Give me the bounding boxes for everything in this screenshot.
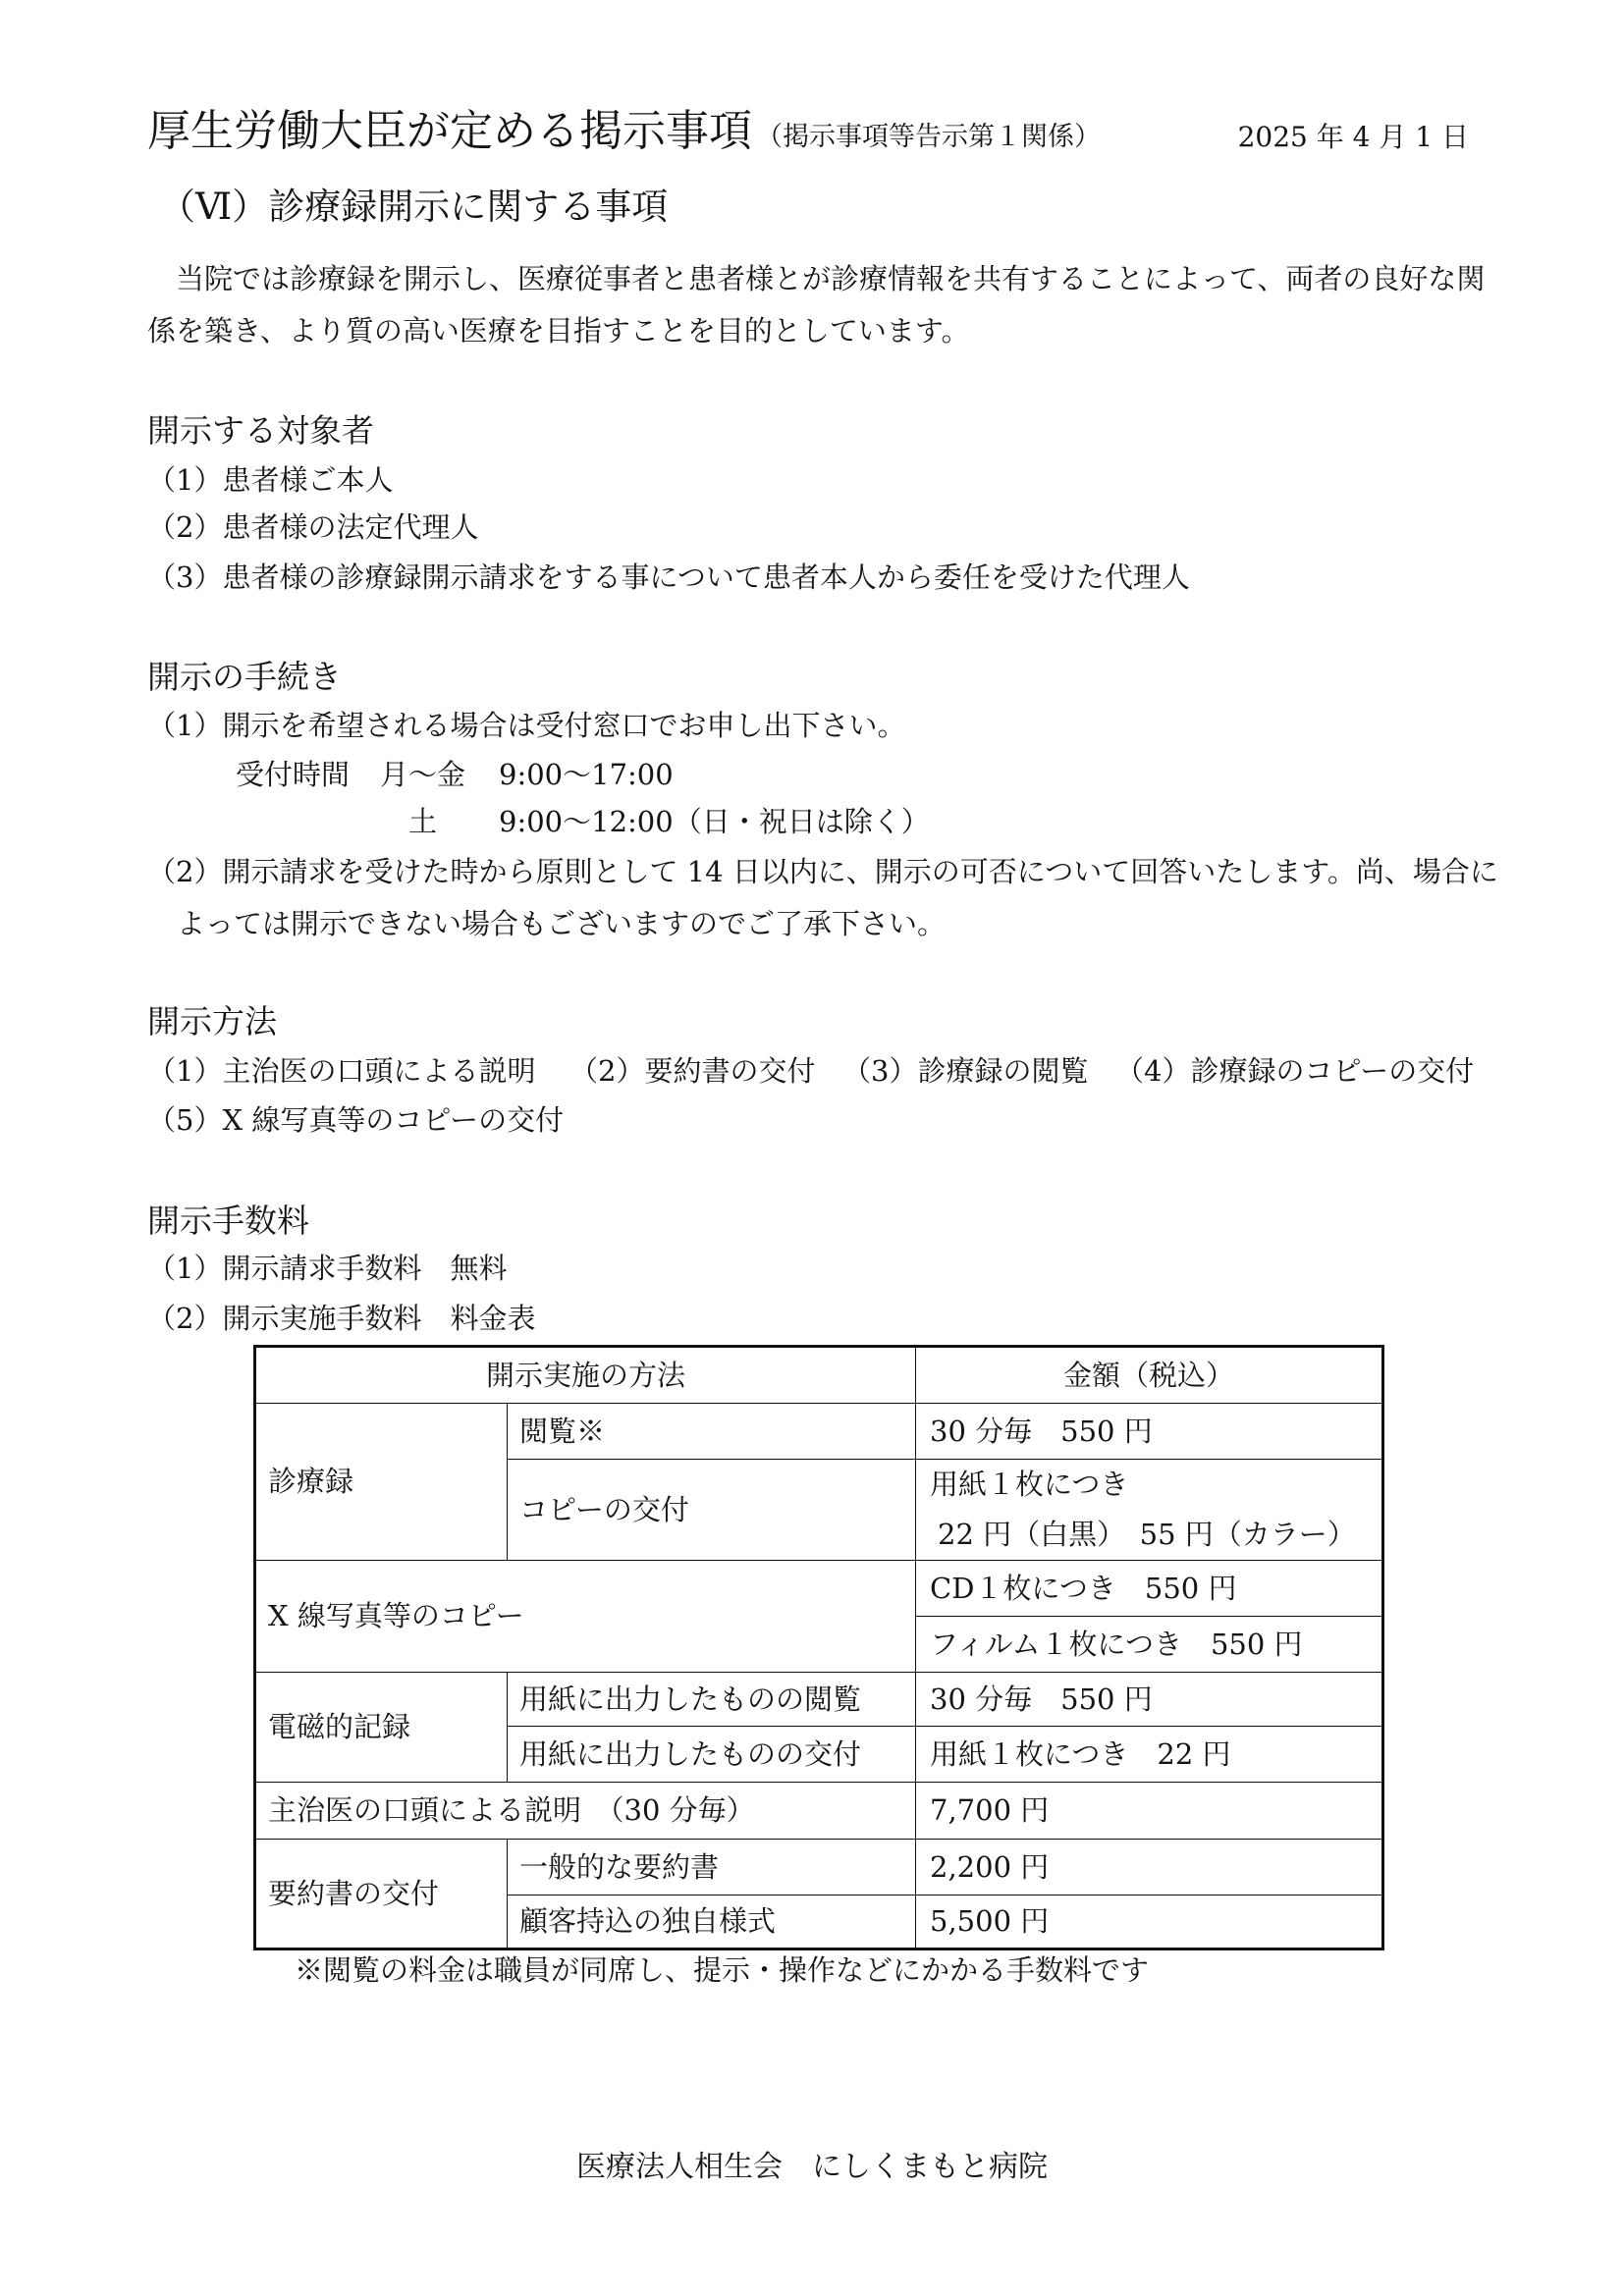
reception-time-weekday: 9:00～17:00	[499, 758, 674, 791]
reception-days-weekday: 月～金	[380, 758, 466, 791]
method-item-3: （3）診療録の閲覧	[842, 1054, 1089, 1088]
section-title: （Ⅵ）診療録開示に関する事項	[159, 186, 669, 228]
fee-item-2: （2）開示実施手数料 料金表	[147, 1302, 536, 1335]
table-row	[255, 1840, 1383, 1896]
procedure-step-2-line-2: よっては開示できない場合もございますのでご了承下さい。	[177, 907, 947, 940]
row-label-medical-record: 診療録	[255, 1404, 508, 1561]
table-row	[255, 1404, 1383, 1460]
reception-days-saturday: 土	[408, 805, 438, 838]
row-label-electronic-record: 電磁的記録	[255, 1673, 508, 1783]
price-medical-record-viewing: 30 分毎 550 円	[916, 1404, 1383, 1460]
procedure-heading: 開示の手続き	[147, 658, 342, 696]
target-item-2: （2）患者様の法定代理人	[147, 510, 479, 544]
document-subtitle: （掲示事項等告示第１関係）	[756, 122, 1101, 152]
price-xray-cd: CD１枚につき 550 円	[916, 1561, 1383, 1617]
fee-table-header-method: 開示実施の方法	[255, 1347, 916, 1404]
document-title: 厚生労働大臣が定める掲示事項	[147, 106, 752, 156]
table-row	[255, 1673, 1383, 1727]
intro-line-1: 当院では診療録を開示し、医療従事者と患者様とが診療情報を共有することによって、両者の良好な関	[176, 262, 1486, 295]
intro-line-2: 係を築き、より質の高い医療を目指すことを目的としています。	[147, 314, 970, 347]
methods-heading: 開示方法	[147, 1002, 277, 1041]
item-electronic-issue: 用紙に出力したものの交付	[508, 1727, 916, 1783]
procedure-step-1: （1）開示を希望される場合は受付窓口でお申し出下さい。	[147, 709, 906, 742]
method-item-5: （5）X 線写真等のコピーの交付	[147, 1103, 565, 1137]
row-label-doctor-explanation: 主治医の口頭による説明 （30 分毎）	[255, 1783, 916, 1840]
fee-table-header-price: 金額（税込）	[916, 1347, 1383, 1404]
fee-table-note: ※閲覧の料金は職員が同席し、提示・操作などにかかる手数料です	[295, 1953, 1150, 1987]
target-item-1: （1）患者様ご本人	[147, 463, 394, 497]
method-item-1: （1）主治医の口頭による説明	[147, 1054, 536, 1088]
reception-hours-label: 受付時間	[236, 758, 351, 791]
fee-table-header-row	[255, 1347, 1383, 1404]
price-medical-record-copy	[916, 1460, 1383, 1561]
price-summary-custom: 5,500 円	[916, 1896, 1383, 1949]
targets-heading: 開示する対象者	[147, 411, 374, 450]
item-summary-custom: 顧客持込の独自様式	[508, 1896, 916, 1949]
table-row	[255, 1561, 1383, 1617]
item-summary-general: 一般的な要約書	[508, 1840, 916, 1896]
price-medical-record-copy-line-1: 用紙１枚につき	[930, 1468, 1129, 1502]
reception-time-saturday: 9:00～12:00（日・祝日は除く）	[499, 805, 930, 838]
row-label-summary: 要約書の交付	[255, 1840, 508, 1949]
price-doctor-explanation: 7,700 円	[916, 1783, 1383, 1840]
price-medical-record-copy-line-2: 22 円（白黒） 55 円（カラー）	[938, 1518, 1356, 1551]
item-medical-record-copy: コピーの交付	[508, 1460, 916, 1561]
procedure-step-2-line-1: （2）開示請求を受けた時から原則として 14 日以内に、開示の可否について回答いたします。尚、場合に	[147, 855, 1498, 888]
hospital-name-footer: 医療法人相生会 にしくまもと病院	[576, 2150, 1048, 2184]
item-medical-record-viewing: 閲覧※	[508, 1404, 916, 1460]
price-xray-film: フィルム１枚につき 550 円	[916, 1617, 1383, 1673]
fees-heading: 開示手数料	[147, 1201, 309, 1240]
price-electronic-issue: 用紙１枚につき 22 円	[916, 1727, 1383, 1783]
fee-item-1: （1）開示請求手数料 無料	[147, 1252, 508, 1285]
target-item-3: （3）患者様の診療録開示請求をする事について患者本人から委任を受けた代理人	[147, 561, 1190, 594]
fee-table	[253, 1345, 1384, 1950]
price-summary-general: 2,200 円	[916, 1840, 1383, 1896]
document-header	[147, 106, 1101, 156]
method-item-2: （2）要約書の交付	[569, 1054, 816, 1088]
item-electronic-viewing: 用紙に出力したものの閲覧	[508, 1673, 916, 1727]
row-label-xray: X 線写真等のコピー	[255, 1561, 916, 1673]
document-date: 2025 年 4 月 1 日	[1237, 121, 1469, 153]
price-electronic-viewing: 30 分毎 550 円	[916, 1673, 1383, 1727]
method-item-4: （4）診療録のコピーの交付	[1115, 1054, 1475, 1088]
table-row	[255, 1783, 1383, 1840]
